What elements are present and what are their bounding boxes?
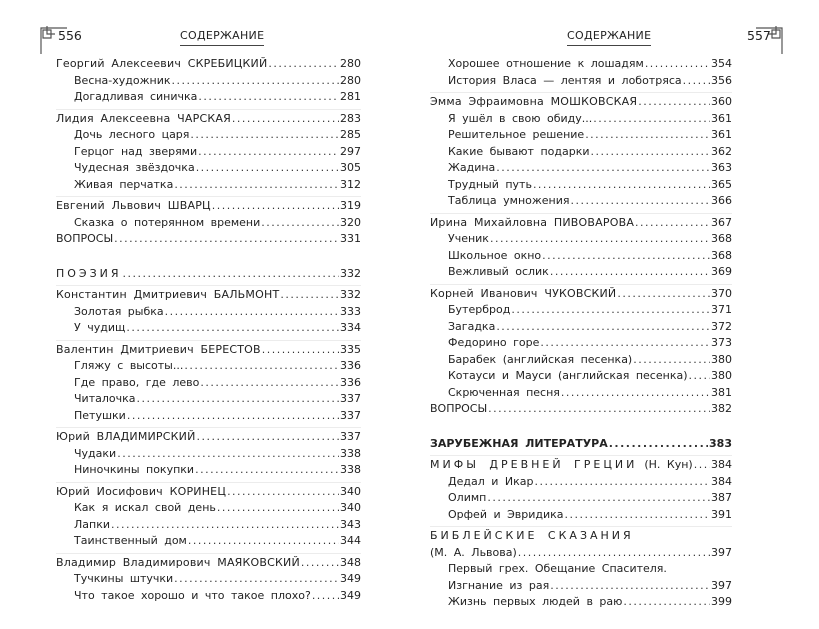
toc-work-entry[interactable]: Живая перчатка ..... 312 (56, 177, 361, 194)
leader-dots (694, 457, 710, 474)
toc-work-entry[interactable]: Петушки ..... 337 (56, 408, 361, 425)
toc-author-entry[interactable]: Корней Иванович ЧУКОВСКИЙ ..... 370 (430, 284, 732, 303)
toc-work-entry[interactable]: Ученик ..... 368 (430, 231, 732, 248)
toc-work-entry[interactable]: Как я искал свой день ..... 340 (56, 500, 361, 517)
toc-work-entry[interactable]: Где право, где лево ..... 336 (56, 375, 361, 392)
leader-dots (645, 56, 710, 73)
leader-dots (585, 127, 710, 144)
toc-work-entry[interactable]: Чудесная звёздочка ..... 305 (56, 160, 361, 177)
toc-author-entry[interactable]: Владимир Владимирович МАЯКОВСКИЙ ..... 348 (56, 553, 361, 572)
toc-work-entry[interactable]: Таблица умножения ..... 366 (430, 193, 732, 210)
leader-dots (261, 215, 339, 232)
toc-work-entry[interactable]: Сказка о потерянном времени ..... 320 (56, 215, 361, 232)
page-number: 556 (58, 28, 82, 43)
leader-dots (165, 304, 339, 321)
toc-work-entry[interactable]: Я ушёл в свою обиду... ..... 361 (430, 111, 732, 128)
leader-dots (111, 517, 339, 534)
leader-dots (312, 588, 339, 605)
leader-dots (609, 436, 708, 453)
toc-work-entry[interactable]: Котауси и Мауси (английская песенка) ..... 380 (430, 368, 732, 385)
leader-dots (571, 193, 710, 210)
toc-author-entry[interactable]: Георгий Алексеевич СКРЕБИЦКИЙ ..... 280 (56, 56, 361, 73)
toc-work-entry[interactable]: Догадливая синичка ..... 281 (56, 89, 361, 106)
toc-author-entry[interactable]: Юрий Иосифович КОРИНЕЦ ..... 340 (56, 482, 361, 501)
leader-dots (127, 408, 339, 425)
leader-dots (561, 385, 710, 402)
toc-author-entry[interactable]: Евгений Львович ШВАРЦ ..... 319 (56, 196, 361, 215)
leader-dots (490, 231, 710, 248)
toc-work-entry[interactable]: Герцог над зверями ..... 297 (56, 144, 361, 161)
toc-work-entry[interactable]: Ниночкины покупки ..... 338 (56, 462, 361, 479)
leader-dots (196, 160, 339, 177)
toc-author-entry[interactable]: Лидия Алексеевна ЧАРСКАЯ ..... 283 (56, 109, 361, 128)
leader-dots (114, 231, 339, 248)
leader-dots (174, 571, 339, 588)
leader-dots (534, 474, 710, 491)
leader-dots (190, 127, 339, 144)
toc-work-entry[interactable]: У чудищ ..... 334 (56, 320, 361, 337)
toc-work-entry[interactable]: Дочь лесного царя ..... 285 (56, 127, 361, 144)
toc-work-entry[interactable]: История Власа — лентяя и лоботряса ..... 356 (430, 73, 732, 90)
leader-dots (623, 594, 710, 611)
leader-dots (123, 266, 339, 283)
leader-dots (227, 484, 339, 501)
toc-work-entry[interactable]: Лапки ..... 343 (56, 517, 361, 534)
toc-questions-entry[interactable]: ВОПРОСЫ ..... 382 (430, 401, 732, 418)
page-number: 557 (747, 28, 771, 43)
leader-dots (195, 462, 339, 479)
leader-dots (542, 248, 710, 265)
toc-work-entry[interactable]: Федорино горе ..... 373 (430, 335, 732, 352)
toc-work-entry[interactable]: Дедал и Икар ..... 384 (430, 474, 732, 491)
leader-dots (635, 215, 710, 232)
toc-work-entry[interactable]: Вежливый ослик ..... 369 (430, 264, 732, 281)
toc-work-entry[interactable]: Читалочка ..... 337 (56, 391, 361, 408)
toc-work-entry[interactable]: Весна-художник ..... 280 (56, 73, 361, 90)
toc-work-entry[interactable]: Бутерброд ..... 371 (430, 302, 732, 319)
toc-work-entry-line1[interactable]: Первый грех. Обещание Спасителя. (448, 562, 667, 575)
leader-dots (174, 177, 339, 194)
leader-dots (117, 446, 339, 463)
toc-work-entry[interactable]: Тучкины штучки ..... 349 (56, 571, 361, 588)
running-head: СОДЕРЖАНИЕ (180, 29, 264, 46)
leader-dots (184, 358, 339, 375)
leader-dots (540, 335, 710, 352)
toc-work-entry[interactable]: Барабек (английская песенка) ..... 380 (430, 352, 732, 369)
leader-dots (200, 375, 339, 392)
leader-dots (488, 401, 710, 418)
toc-author-entry[interactable]: Валентин Дмитриевич БЕРЕСТОВ ..... 335 (56, 340, 361, 359)
leader-dots (217, 500, 339, 517)
leader-dots (496, 160, 710, 177)
toc-author-entry[interactable]: Ирина Михайловна ПИВОВАРОВА ..... 367 (430, 213, 732, 232)
toc-work-entry[interactable]: Решительное решение ..... 361 (430, 127, 732, 144)
leader-dots (617, 286, 710, 303)
toc-work-entry[interactable]: Трудный путь ..... 365 (430, 177, 732, 194)
toc-work-entry[interactable]: Изгнание из рая ..... 397 (430, 578, 732, 595)
leader-dots (550, 578, 710, 595)
leader-dots (633, 352, 710, 369)
toc-work-entry[interactable]: Какие бывают подарки ..... 362 (430, 144, 732, 161)
toc-part-entry[interactable]: ЗАРУБЕЖНАЯ ЛИТЕРАТУРА ..... 383 (430, 436, 732, 453)
leader-dots (593, 111, 710, 128)
leader-dots (591, 144, 710, 161)
leader-dots (136, 391, 339, 408)
toc-work-entry[interactable]: Таинственный дом ..... 344 (56, 533, 361, 550)
toc-work-entry[interactable]: Скрюченная песня ..... 381 (430, 385, 732, 402)
leader-dots (262, 342, 339, 359)
toc-section-entry[interactable]: ПОЭЗИЯ ..... 332 (56, 266, 361, 283)
toc-work-entry[interactable]: Олимп ..... 387 (430, 490, 732, 507)
right-page (410, 0, 819, 629)
toc-work-entry[interactable]: Жадина ..... 363 (430, 160, 732, 177)
toc-work-entry[interactable]: Школьное окно ..... 368 (430, 248, 732, 265)
leader-dots (212, 198, 339, 215)
toc-author-entry[interactable]: Юрий ВЛАДИМИРСКИЙ ..... 337 (56, 427, 361, 446)
table-of-contents (430, 56, 732, 611)
leader-dots (638, 94, 710, 111)
leader-dots (689, 368, 711, 385)
toc-work-entry[interactable]: Орфей и Эвридика ..... 391 (430, 507, 732, 524)
leader-dots (550, 264, 710, 281)
toc-work-entry[interactable]: Загадка ..... 372 (430, 319, 732, 336)
leader-dots (683, 73, 710, 90)
toc-work-entry[interactable]: Гляжу с высоты... ..... 336 (56, 358, 361, 375)
leader-dots (565, 507, 710, 524)
leader-dots (280, 287, 339, 304)
leader-dots (198, 89, 339, 106)
toc-section-editor-entry[interactable]: (М. А. Львова) ..... 397 (430, 545, 732, 562)
leader-dots (198, 144, 339, 161)
leader-dots (533, 177, 710, 194)
toc-section-entry[interactable]: МИФЫ ДРЕВНЕЙ ГРЕЦИИ (Н. Кун) ..... 384 (430, 455, 732, 474)
leader-dots (487, 490, 710, 507)
leader-dots (188, 533, 339, 550)
toc-work-entry[interactable]: Жизнь первых людей в раю ..... 399 (430, 594, 732, 611)
toc-author-entry[interactable]: Константин Дмитриевич БАЛЬМОНТ ..... 332 (56, 285, 361, 304)
toc-work-entry[interactable]: Золотая рыбка ..... 333 (56, 304, 361, 321)
leader-dots (518, 545, 710, 562)
toc-work-entry[interactable]: Что такое хорошо и что такое плохо? ..... 349 (56, 588, 361, 605)
toc-author-entry[interactable]: Эмма Эфраимовна МОШКОВСКАЯ ..... 360 (430, 92, 732, 111)
leader-dots (126, 320, 339, 337)
leader-dots (268, 56, 339, 73)
toc-work-entry[interactable]: Чудаки ..... 338 (56, 446, 361, 463)
table-of-contents (56, 56, 361, 604)
leader-dots (301, 555, 339, 572)
leader-dots (232, 111, 339, 128)
leader-dots (197, 429, 339, 446)
leader-dots (511, 302, 710, 319)
toc-questions-entry[interactable]: ВОПРОСЫ ..... 331 (56, 231, 361, 248)
leader-dots (172, 73, 339, 90)
leader-dots (496, 319, 710, 336)
toc-section-heading[interactable]: БИБЛЕЙСКИЕ СКАЗАНИЯ (430, 526, 732, 545)
running-head: СОДЕРЖАНИЕ (567, 29, 651, 46)
toc-work-entry[interactable]: Хорошее отношение к лошадям ..... 354 (430, 56, 732, 73)
